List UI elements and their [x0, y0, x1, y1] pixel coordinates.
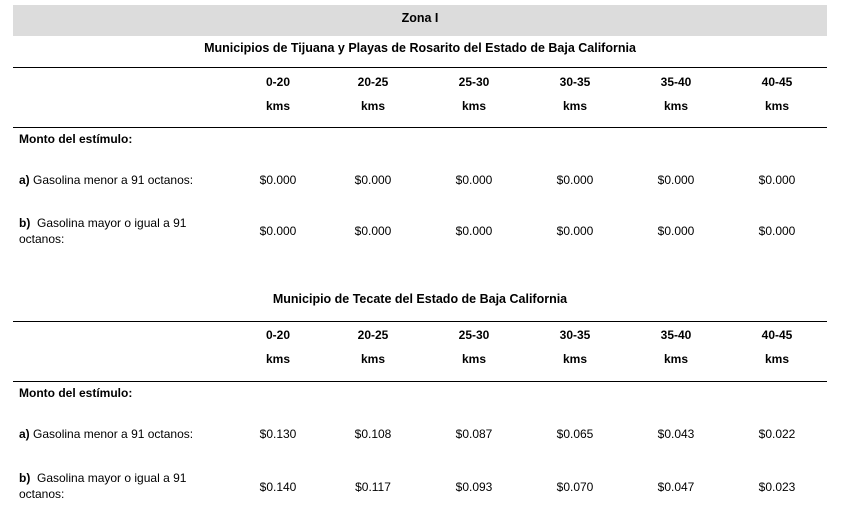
- section-1-top-rule: [13, 67, 827, 68]
- s1-row-a-value-4: $0.000: [657, 173, 695, 187]
- zone-title: Zona I: [13, 5, 827, 36]
- s1-range-3: 30-35: [559, 75, 591, 89]
- s1-row-a-value-0: $0.000: [259, 173, 297, 187]
- s1-unit-3: kms: [562, 99, 588, 113]
- s1-row-a-value-2: $0.000: [455, 173, 493, 187]
- s1-row-b-text-line1: Gasolina mayor o igual a 91: [37, 216, 187, 230]
- s2-row-a-letter: a): [19, 427, 30, 441]
- s2-range-3: 30-35: [559, 328, 591, 342]
- s2-row-a-value-4: $0.043: [657, 427, 695, 441]
- s2-row-b-text-line1: Gasolina mayor o igual a 91: [37, 471, 187, 485]
- s1-row-b-label: [19, 215, 215, 231]
- s1-unit-1: kms: [360, 99, 386, 113]
- s1-range-2: 25-30: [458, 75, 490, 89]
- s1-row-a-value-5: $0.000: [758, 173, 796, 187]
- s2-row-b-text-line2: octanos:: [19, 487, 65, 501]
- s1-unit-0: kms: [265, 99, 291, 113]
- s2-range-2: 25-30: [458, 328, 490, 342]
- s1-row-a-text: Gasolina menor a 91 octanos:: [33, 173, 194, 187]
- s1-row-b-value-2: $0.000: [455, 224, 493, 238]
- section-1-header-rule: [13, 127, 827, 128]
- s2-row-b-label: [19, 470, 215, 486]
- s1-row-b-value-0: $0.000: [259, 224, 297, 238]
- s2-row-b-value-3: $0.070: [556, 480, 594, 494]
- section-2-header-rule: [13, 381, 827, 382]
- s1-row-a-value-3: $0.000: [556, 173, 594, 187]
- s1-row-b-text-line2: octanos:: [19, 232, 65, 246]
- s2-range-0: 0-20: [265, 328, 291, 342]
- s2-row-a-text: Gasolina menor a 91 octanos:: [33, 427, 194, 441]
- s1-row-b-value-4: $0.000: [657, 224, 695, 238]
- s1-row-b-letter: b): [19, 216, 31, 230]
- section-2-top-rule: [13, 321, 827, 322]
- s1-unit-2: kms: [461, 99, 487, 113]
- s2-unit-0: kms: [265, 352, 291, 366]
- s2-row-b-letter: b): [19, 471, 31, 485]
- s2-unit-1: kms: [360, 352, 386, 366]
- s1-row-b-value-3: $0.000: [556, 224, 594, 238]
- s2-row-b-value-1: $0.117: [355, 480, 391, 494]
- s2-row-a-value-3: $0.065: [556, 427, 594, 441]
- section-2-title: Municipio de Tecate del Estado de Baja California: [272, 292, 568, 306]
- s1-range-0: 0-20: [265, 75, 291, 89]
- s1-row-b-value-1: $0.000: [354, 224, 392, 238]
- s2-row-a-value-5: $0.022: [758, 427, 796, 441]
- s2-row-a-value-0: $0.130: [259, 427, 297, 441]
- s2-row-b-value-4: $0.047: [657, 480, 695, 494]
- s1-range-5: 40-45: [761, 75, 793, 89]
- s1-unit-4: kms: [663, 99, 689, 113]
- s2-unit-4: kms: [663, 352, 689, 366]
- s1-unit-5: kms: [764, 99, 790, 113]
- s2-monto-label: Monto del estímulo:: [19, 386, 133, 400]
- s1-row-b-value-5: $0.000: [758, 224, 796, 238]
- s1-row-a-letter: a): [19, 173, 30, 187]
- s2-row-a-value-1: $0.108: [354, 427, 392, 441]
- section-1-title: Municipios de Tijuana y Playas de Rosarito del Estado de Baja California: [204, 41, 636, 55]
- s2-unit-3: kms: [562, 352, 588, 366]
- s1-range-1: 20-25: [357, 75, 389, 89]
- s2-range-4: 35-40: [660, 328, 692, 342]
- s2-range-1: 20-25: [357, 328, 389, 342]
- s2-unit-2: kms: [461, 352, 487, 366]
- s1-range-4: 35-40: [660, 75, 692, 89]
- s2-row-b-value-0: $0.140: [259, 480, 297, 494]
- s2-row-a-label: [19, 426, 215, 442]
- s1-row-a-value-1: $0.000: [354, 173, 392, 187]
- s2-row-b-value-2: $0.093: [455, 480, 493, 494]
- s2-row-a-value-2: $0.087: [455, 427, 493, 441]
- s1-monto-label: Monto del estímulo:: [19, 132, 133, 146]
- s2-range-5: 40-45: [761, 328, 793, 342]
- s2-row-b-value-5: $0.023: [758, 480, 796, 494]
- s2-unit-5: kms: [764, 352, 790, 366]
- s1-row-a-label: [19, 172, 215, 188]
